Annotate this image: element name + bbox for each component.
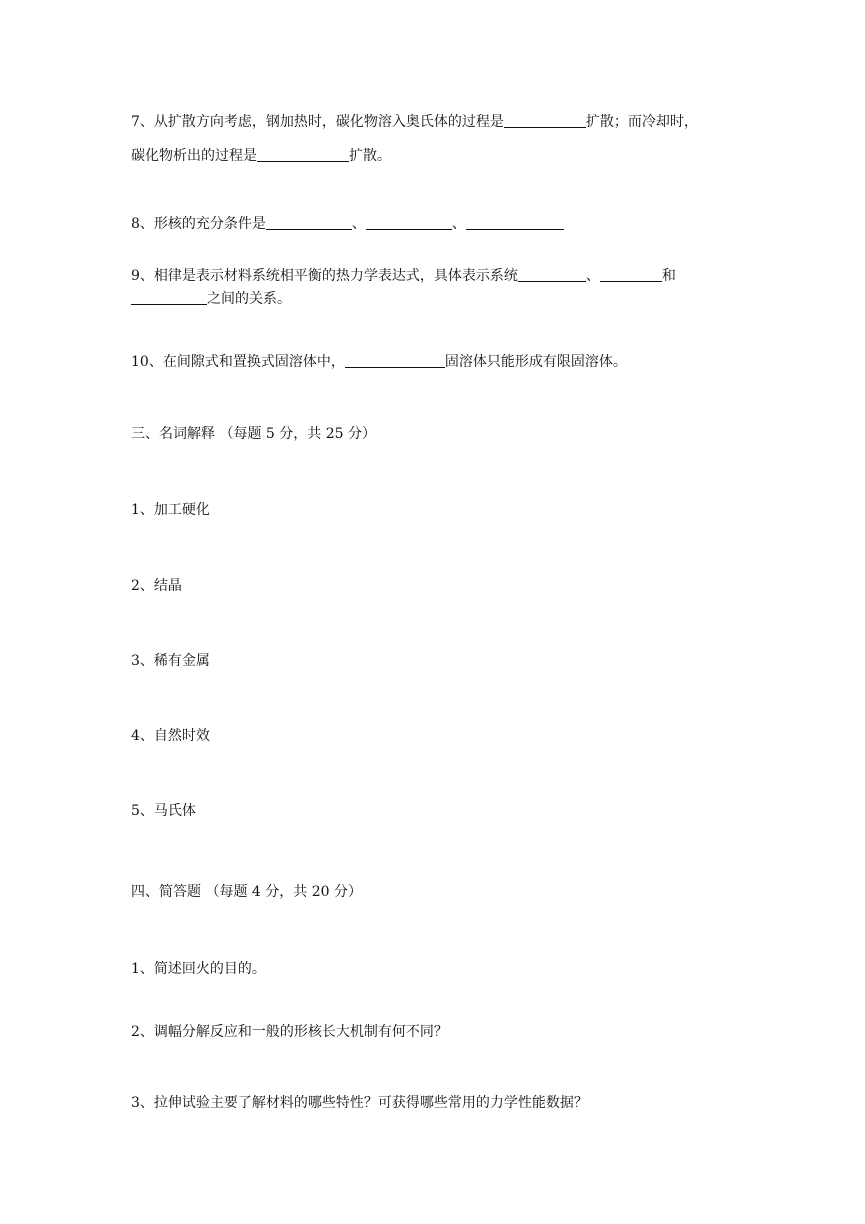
q7-line2 [131,147,391,165]
section4-item: 1、简述回火的目的。 [131,961,266,977]
q10-text-b: 固溶体只能形成有限固溶体。 [444,354,627,370]
q9-blank-1[interactable] [518,267,586,282]
section4-heading: 四、简答题 （每题 4 分，共 20 分） [131,884,362,900]
q7-text-b: 扩散；而冷却时， [585,114,698,130]
section3-item: 2、结晶 [131,578,182,594]
q9-sep-1: 、 [585,268,600,284]
q8-blank-1[interactable] [266,215,352,230]
q9-text-b: 之间的关系。 [207,291,291,307]
q10-line [131,353,627,371]
q7-text-a: 7、从扩散方向考虑，钢加热时，碳化物溶入奥氏体的过程是 [131,114,504,130]
section3-heading: 三、名词解释 （每题 5 分，共 25 分） [131,426,376,442]
section3-item: 1、加工硬化 [131,502,210,518]
q10-text-a: 10、在间隙式和置换式固溶体中， [131,354,345,370]
q9-blank-2[interactable] [600,267,662,282]
q10-blank[interactable] [345,353,445,368]
q8-text: 8、形核的充分条件是 [131,216,266,232]
q8-blank-3[interactable] [466,215,564,230]
section3-item: 3、稀有金属 [131,653,210,669]
q9-line2 [131,290,291,308]
q9-sep-2: 和 [661,268,676,284]
q8-line [131,215,564,233]
q8-sep-1: 、 [351,216,366,232]
q7-line1 [131,113,698,131]
q9-text-a: 9、相律是表示材料系统相平衡的热力学表达式，具体表示系统 [131,268,518,284]
section3-item: 5、马氏体 [131,803,196,819]
q7-blank-2[interactable] [257,147,349,162]
section4-item: 2、调幅分解反应和一般的形核长大机制有何不同？ [131,1024,448,1040]
q8-sep-2: 、 [451,216,466,232]
q7-blank-1[interactable] [504,113,586,128]
q8-blank-2[interactable] [366,215,452,230]
section3-item: 4、自然时效 [131,728,210,744]
q9-blank-3[interactable] [131,290,207,305]
q7-text-c: 碳化物析出的过程是 [131,148,257,164]
q7-text-d: 扩散。 [349,148,391,164]
q9-line1 [131,267,676,285]
section4-item: 3、拉伸试验主要了解材料的哪些特性？可获得哪些常用的力学性能数据？ [131,1095,588,1111]
